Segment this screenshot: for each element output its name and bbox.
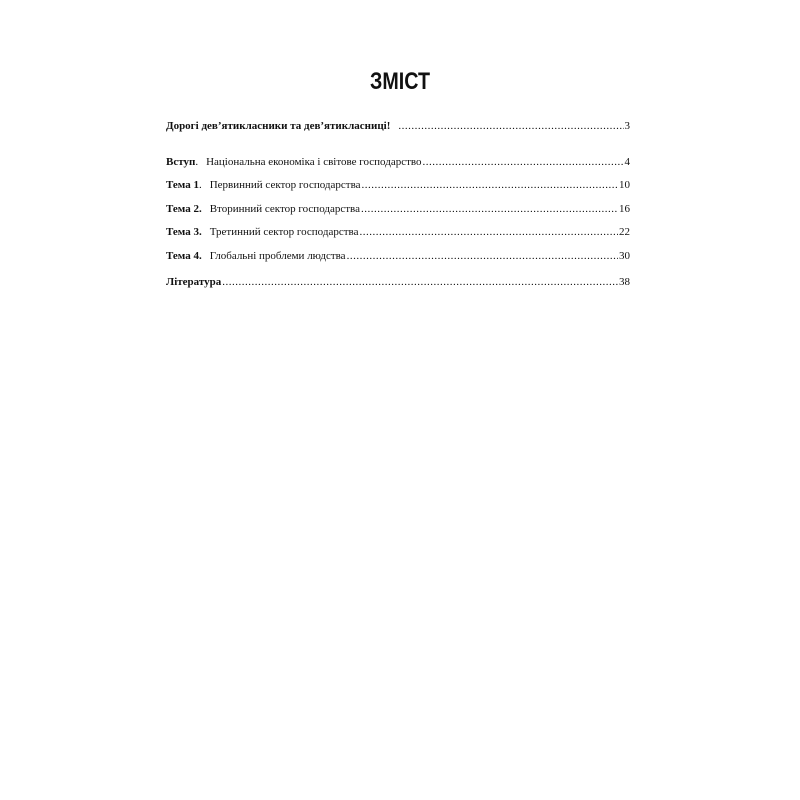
toc-page-number: 30 bbox=[619, 250, 630, 262]
toc-leader-dots bbox=[361, 202, 618, 216]
toc-leader-dots bbox=[222, 275, 618, 289]
toc-entry-prefix: Тема 2. bbox=[166, 203, 202, 215]
toc-entry-prefix: Тема 4. bbox=[166, 250, 202, 262]
toc-leader-dots bbox=[362, 178, 619, 192]
toc-entry-prefix: Вступ. bbox=[166, 156, 199, 168]
toc-leader-dots bbox=[423, 155, 624, 169]
toc-entry-label: Глобальні проблеми людства bbox=[209, 250, 346, 262]
toc-entry-label: Національна економіка і світове господарство bbox=[206, 156, 422, 168]
toc-entry-intro[interactable] bbox=[166, 119, 630, 133]
toc-entry-prefix: Тема 3. bbox=[166, 226, 202, 238]
toc-leader-dots bbox=[347, 249, 618, 263]
toc-entry-label: Первинний сектор господарства bbox=[209, 179, 361, 191]
toc-entry-literature[interactable] bbox=[166, 275, 630, 289]
toc-entry-label: Вторинний сектор господарства bbox=[209, 203, 360, 215]
toc-entry-prefix: Тема 1. bbox=[166, 179, 202, 191]
toc-leader-dots bbox=[398, 119, 623, 133]
toc-page-number: 16 bbox=[619, 203, 630, 215]
toc-entry-topic-4[interactable] bbox=[166, 249, 630, 263]
toc-page-number: 4 bbox=[624, 156, 630, 168]
toc-leader-dots bbox=[359, 225, 618, 239]
toc-entry-label: Дорогі дев’ятикласники та дев’ятикласниці! bbox=[166, 120, 391, 132]
toc-entry-topic-2[interactable] bbox=[166, 202, 630, 216]
toc-entry-topic-3[interactable] bbox=[166, 225, 630, 239]
toc-entry-label: Третинний сектор господарства bbox=[209, 226, 359, 238]
toc-entry-topic-1[interactable] bbox=[166, 178, 630, 192]
toc-page-number: 22 bbox=[619, 226, 630, 238]
toc-page-number: 10 bbox=[619, 179, 630, 191]
toc-entry-label: Література bbox=[166, 276, 222, 288]
toc-page-number: 3 bbox=[624, 120, 630, 132]
toc-page-number: 38 bbox=[619, 276, 630, 288]
page-title: ЗМІСТ bbox=[370, 68, 430, 95]
toc-entry-intro-topic[interactable] bbox=[166, 155, 630, 169]
